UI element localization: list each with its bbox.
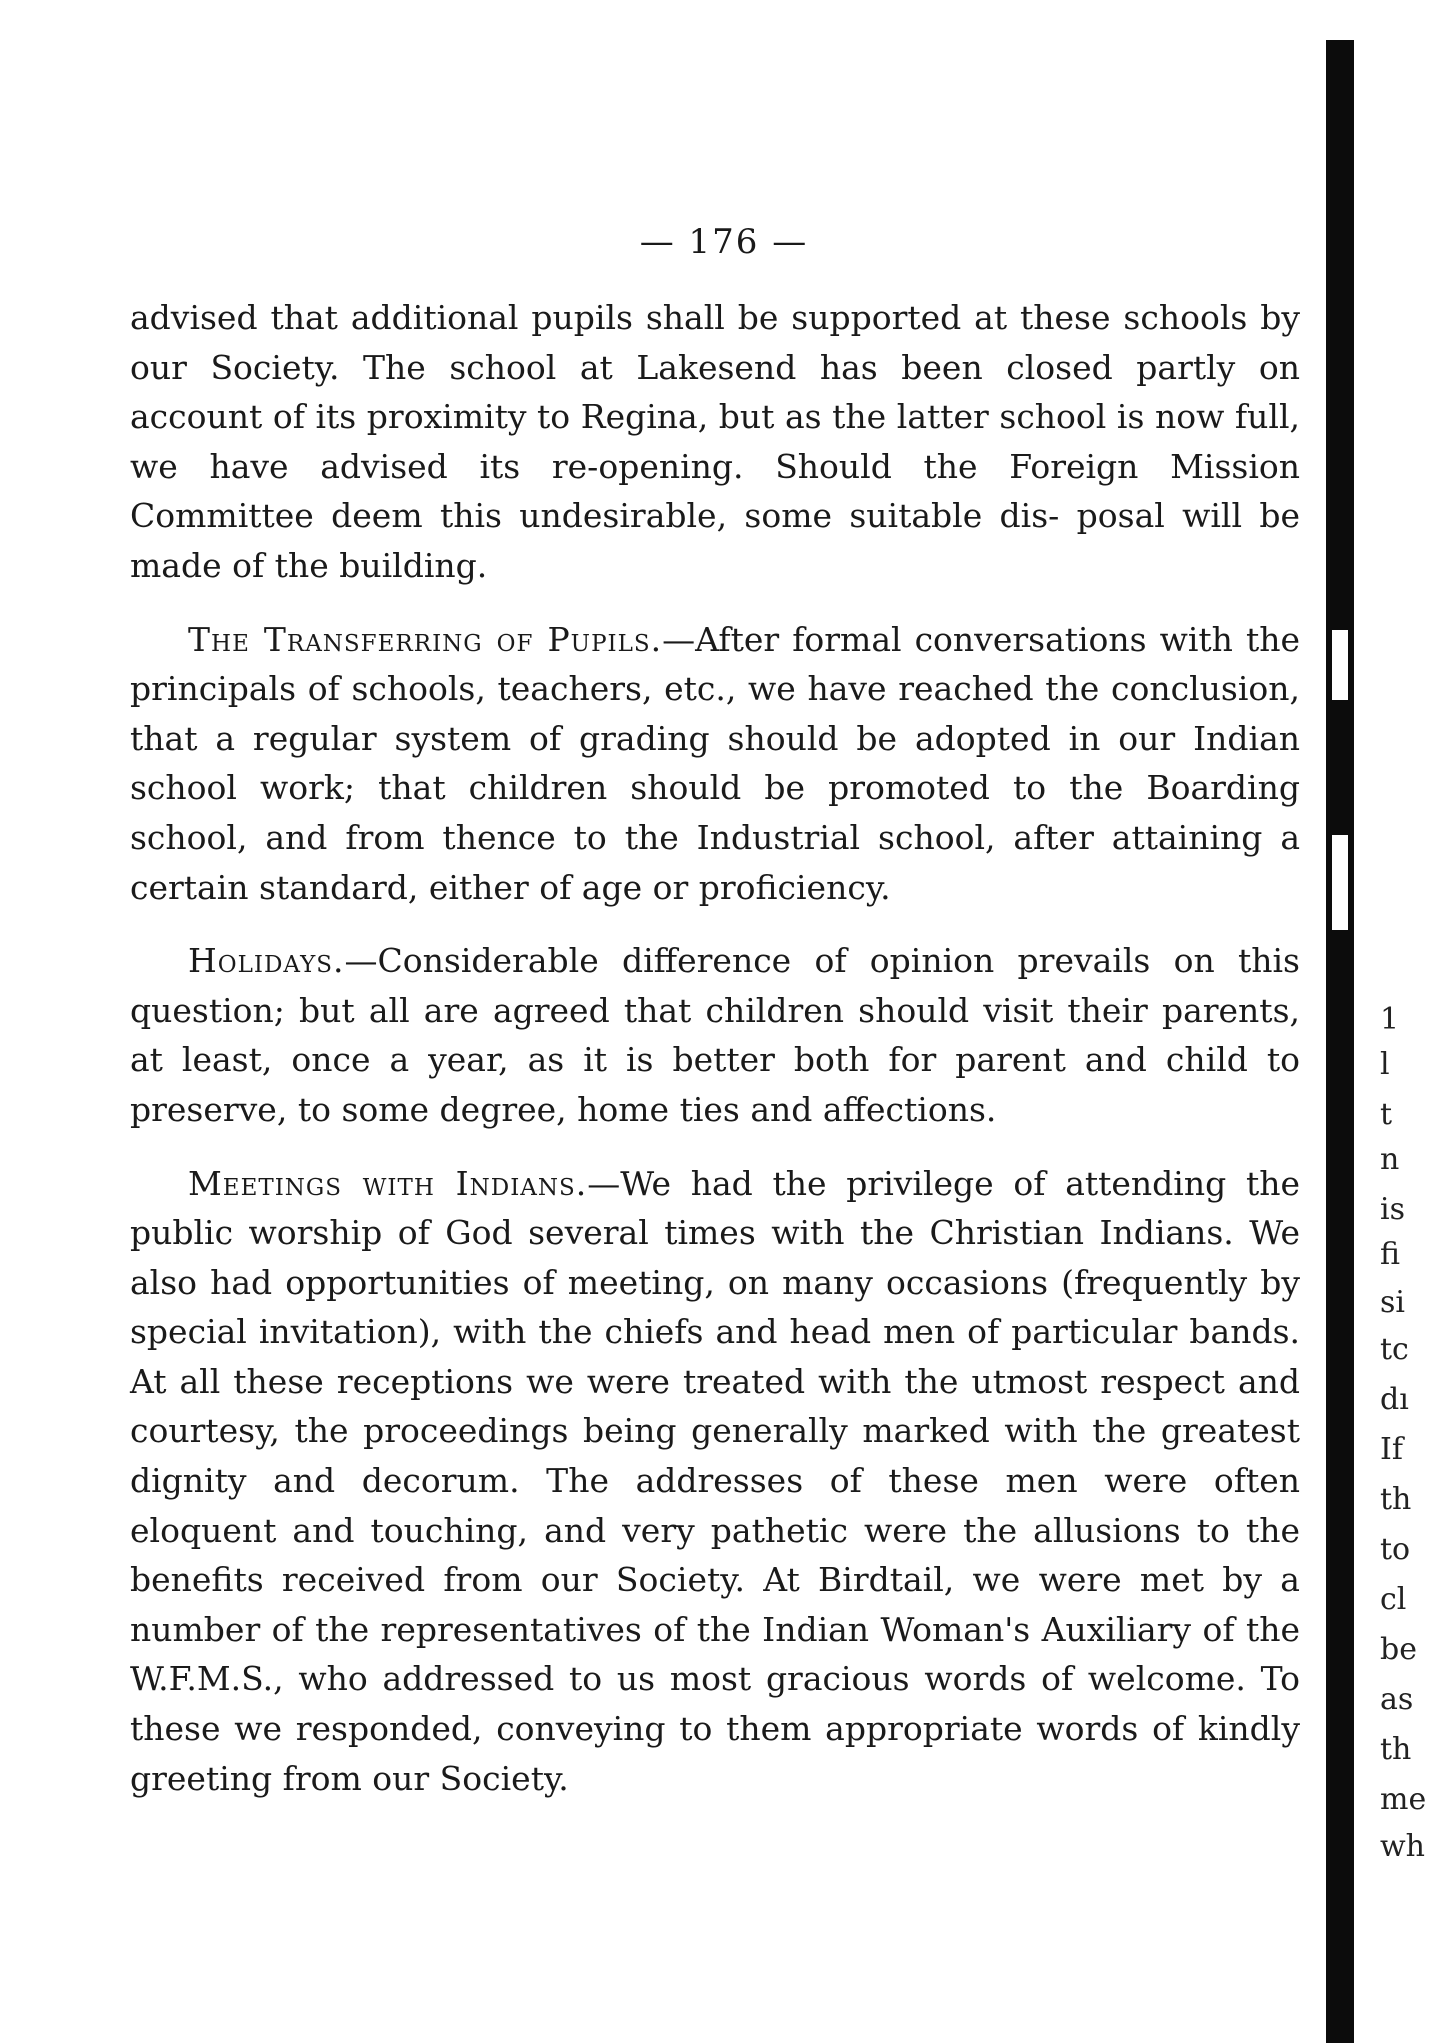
paragraph-text: —We had the privilege of attending the public worship of God several times with the Christian Indians. We also had opportunities of meeting, on many occasions (frequently by special invitation), with the chiefs and head men of particular bands. At all these receptions we were treated with the utmost respect and courtesy, the proceedings being generally marked with the greatest dignity and decorum. The addresses of these men were often eloquent and touching, and very pathetic were the allusions to the benefits received from our Society. At Birdtail, we were met by a number of the representatives of the Indian Woman's Auxiliary of the W.F.M.S., who addressed to us most gracious words of welcome. To these we responded, conveying to them appropriate words of kindly greeting from our Society. (130, 1163, 1300, 1798)
paragraph-text: —Considerable difference of opinion prevails on this question; but all are agreed that children should visit their parents, at least, once a year, as it is better both for parent and child to preserve, to some degree, home ties and affections. (130, 941, 1300, 1129)
paragraph-line: now full, we have advised its re-opening. Should the Foreign (130, 397, 1300, 486)
edge-fragment: to (1380, 1532, 1411, 1567)
paragraph-holidays (130, 936, 1300, 1134)
gutter-gap (1332, 835, 1348, 930)
edge-fragment: th (1380, 1482, 1412, 1517)
paragraph-line: Mission Committee deem this undesirable, some suitable dis- (130, 446, 1300, 536)
edge-fragment: as (1380, 1682, 1414, 1717)
edge-fragment: wh (1380, 1829, 1425, 1864)
paragraph-line: posal will be made of the building. (130, 496, 1300, 585)
section-heading: Holidays. (188, 941, 345, 981)
paragraph-transferring-of-pupils (130, 615, 1300, 913)
edge-fragment: t (1380, 1097, 1393, 1132)
edge-fragment: 1 (1380, 1002, 1400, 1037)
edge-fragment: n (1380, 1142, 1400, 1177)
edge-fragment: cl (1380, 1582, 1407, 1617)
text-column (130, 293, 1300, 1827)
page-number: — 176 — (639, 222, 809, 262)
edge-fragment: si (1380, 1285, 1405, 1320)
edge-fragment: fi (1380, 1237, 1401, 1272)
paragraph-line: by our Society. The school at Lakesend has been closed partly (130, 298, 1300, 387)
gutter-gap (1332, 630, 1348, 700)
section-heading: Meetings with Indians. (188, 1163, 588, 1203)
edge-fragment: l (1380, 1047, 1390, 1082)
edge-fragment: be (1380, 1632, 1417, 1667)
edge-fragment: tc (1380, 1332, 1409, 1367)
paragraph-line: advised that additional pupils shall be supported at these schools (130, 298, 1261, 337)
edge-fragment: is (1380, 1192, 1405, 1227)
edge-fragment: dı (1380, 1382, 1409, 1417)
binding-gutter-shadow (1326, 40, 1354, 2043)
paragraph-meetings-with-indians (130, 1159, 1300, 1804)
paragraph-continuation (130, 293, 1300, 591)
edge-fragment: If (1380, 1432, 1403, 1467)
section-heading: The Transferring of Pupils. (188, 619, 663, 659)
paragraph-line: on account of its proximity to Regina, but as the latter school is (130, 347, 1300, 437)
edge-fragment: th (1380, 1732, 1412, 1767)
paragraph-text: —After formal conversations with the principals of schools, teachers, etc., we have reached the conclusion, that a regular system of grading should be adopted in our Indian school work; that children should be promoted to the Boarding school, and from thence to the Industrial school, after attaining a certain standard, either of age or proficiency. (130, 619, 1300, 907)
edge-fragment: me (1380, 1782, 1427, 1817)
